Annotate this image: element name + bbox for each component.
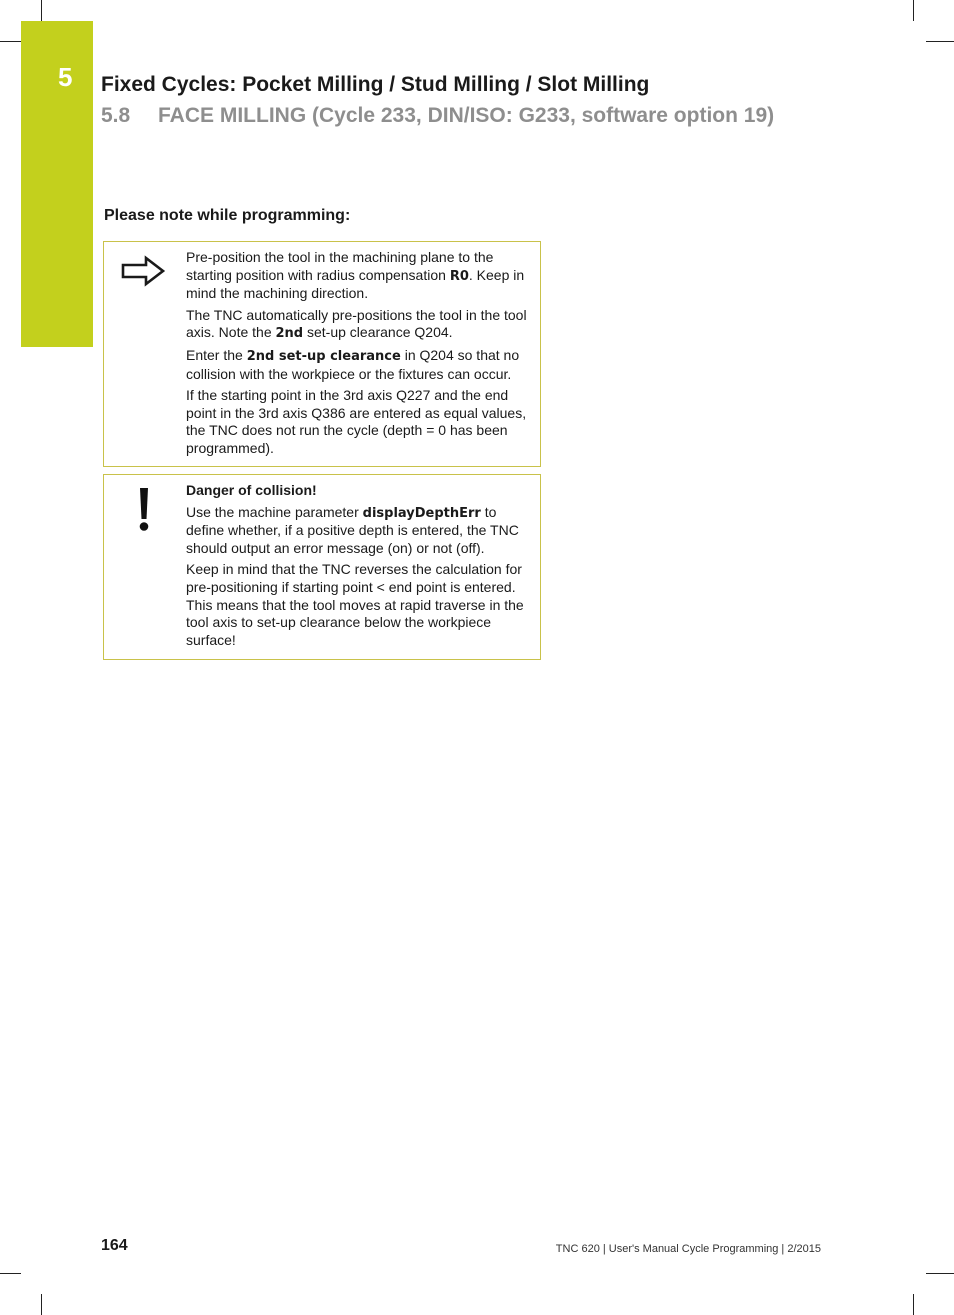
- crop-mark: [913, 1294, 914, 1315]
- section-title: FACE MILLING (Cycle 233, DIN/ISO: G233, software option 19): [158, 104, 775, 127]
- arrow-right-icon: [120, 255, 166, 294]
- note-divider: [184, 475, 185, 659]
- section-number: 5.8: [101, 104, 131, 127]
- crop-mark: [913, 0, 914, 21]
- crop-mark: [41, 0, 42, 21]
- info-paragraph: Enter the 2nd set-up clearance in Q204 so that no collision with the workpiece or the fixtures can occur.: [186, 346, 520, 382]
- page-number: 164: [101, 1237, 128, 1254]
- keyword: 2nd: [275, 326, 304, 342]
- warning-note: [103, 474, 541, 660]
- crop-mark: [926, 41, 954, 42]
- info-paragraph: The TNC automatically pre-positions the tool in the tool axis. Note the 2nd set-up clearance Q204.: [186, 306, 527, 342]
- keyword: displayDepthErr: [362, 505, 481, 521]
- warning-note-body: [186, 482, 538, 653]
- keyword: 2nd set-up clearance: [246, 348, 401, 364]
- crop-mark: [0, 41, 21, 42]
- keyword: R0: [449, 268, 469, 284]
- exclamation-icon: [137, 486, 151, 539]
- section-header: [101, 103, 774, 129]
- note-divider: [184, 242, 185, 466]
- crop-mark: [41, 1294, 42, 1315]
- crop-mark: [926, 1273, 954, 1274]
- crop-mark: [0, 1273, 21, 1274]
- warning-paragraph: Keep in mind that the TNC reverses the calculation for pre-positioning if starting point < end point is entered. This means that the tool moves at rapid traverse in the tool axis to set-up clearance below the workpiece surface!: [186, 561, 524, 648]
- info-note: [103, 241, 541, 467]
- chapter-title: Fixed Cycles: Pocket Milling / Stud Milling / Slot Milling: [101, 73, 650, 96]
- info-note-body: [186, 249, 538, 462]
- info-paragraph: If the starting point in the 3rd axis Q227 and the end point in the 3rd axis Q386 are entered as equal values, the TNC does not run the cycle (depth = 0 has been programmed).: [186, 387, 527, 456]
- section-heading: Please note while programming:: [104, 207, 351, 224]
- warning-title: Danger of collision!: [186, 482, 317, 498]
- info-paragraph: Pre-position the tool in the machining plane to the starting position with radius compensation R0. Keep in mind the machining direction.: [186, 249, 525, 302]
- chapter-number: 5: [58, 62, 73, 92]
- warning-paragraph: Use the machine parameter displayDepthErr to define whether, if a positive depth is entered, the TNC should output an error message (on) or not (off).: [186, 503, 519, 556]
- footer-text: TNC 620 | User's Manual Cycle Programming | 2/2015: [555, 1243, 821, 1255]
- chapter-tab: [21, 21, 93, 347]
